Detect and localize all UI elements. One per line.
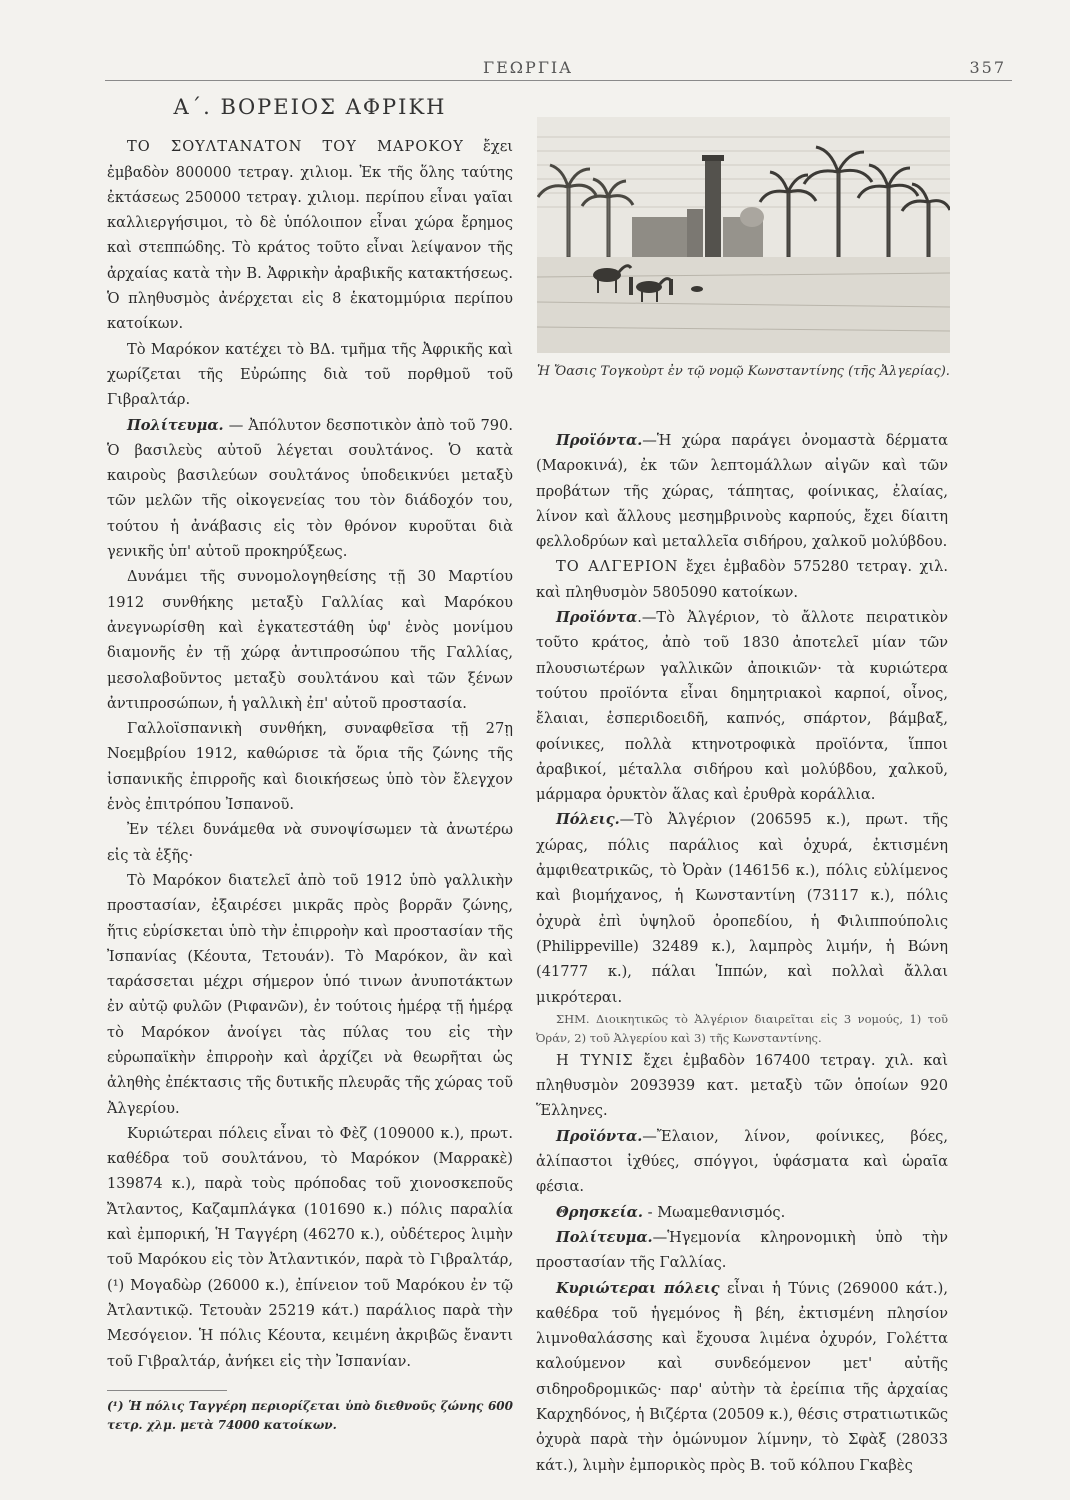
section-title: Α΄. ΒΟΡΕΙΟΣ ΑΦΡΙΚΗ: [173, 95, 447, 119]
paragraph-text: .—Τὸ Ἀλγέριον, τὸ ἄλλοτε πειρατικὸν τοῦτο κράτος, ἀπὸ τοῦ 1830 ἀποτελεῖ μίαν τῶν πλουσιωτέρων γαλλικῶν ἀποικιῶν· τὰ κυριώτερα τούτου προϊόντα εἶναι δημητριακοὶ καρποί, οἶνος, ἔλαιαι, ἑσπεριδοειδῆ, καπνός, σπάρτον, βάμβαξ, φοίνικες, πολλὰ κτηνοτροφικὰ προϊόντα, ἵπποι ἀραβικοί, μέταλλα σιδήρου καὶ μολύβδου, χαλκοῦ, μάρμαρα ὀρυκτὸν ἅλας καὶ ἐρυθρὰ κοράλλια.: [536, 609, 948, 804]
subheading: Θρησκεία.: [556, 1203, 643, 1221]
admin-note: ΣΗΜ. Διοικητικῶς τὸ Ἀλγέριον διαιρεῖται εἰς 3 νομούς, 1) τοῦ Ὀράν, 2) τοῦ Ἀλγερίου καὶ 3) τῆς Κωνσταντίνης.: [536, 1011, 948, 1045]
paragraph-text: - Μωαμεθανισμός.: [647, 1203, 786, 1221]
paragraph-text: ἔχει ἐμβαδὸν 800000 τετραγ. χιλιομ. Ἐκ τῆς ὅλης ταύτης ἐκτάσεως 250000 τετραγ. χιλιομ. περίπου εἶναι γαῖαι καλλιεργήσιμοι, τὸ δὲ ὑπόλοιπον εἶναι χώρα ἔρημος καὶ στεππώδης. Τὸ κράτος τοῦτο εἶναι λείψανον τῆς ἀρχαίας κατὰ τὴν Β. Ἀφρικὴν ἀραβικῆς κατακτήσεως. Ὁ πληθυσμὸς ἀνέρχεται εἰς 8 ἑκατομμύρια περίπου κατοίκων.: [107, 138, 513, 333]
paragraph: Κυριώτεραι πόλεις εἶναι τὸ Φὲζ (109000 κ.), πρωτ. καθέδρα τοῦ σουλτάνου, τὸ Μαρόκον (Μαρρακὲ) 139874 κ.), παρὰ τοὺς πρόποδας τοῦ χιονοσκεποῦς Ἄτλαντος, Καζαμπλάγκα (101690 κ.) πόλις παραλία καὶ ἐμπορική, Ἡ Ταγγέρη (46270 κ.), οὐδέτερος λιμὴν τοῦ Μαρόκου εἰς τὸν Ἀτλαντικόν, παρὰ τὸ Γιβραλτάρ, (¹) Μογαδὼρ (26000 κ.), ἐπίνειον τοῦ Μαρόκου ἐν τῷ Ἀτλαντικῷ. Τετουὰν 25219 κάτ.) παράλιος παρὰ τὴν Μεσόγειον. Ἡ πόλις Κέουτα, κειμένη ἀκριβῶς ἔναντι τοῦ Γιβραλτάρ, ἀνήκει εἰς τὴν Ἰσπανίαν.: [107, 1124, 513, 1370]
paragraph-text: ἔχει ἐμβαδὸν 167400 τετραγ. χιλ. καὶ πληθυσμὸν 2093939 κατ. μεταξὺ τῶν ὁποίων 920 Ἕλληνες.: [536, 1051, 948, 1120]
paragraph: [536, 1048, 948, 1124]
subheading: Κυριώτεραι πόλεις: [556, 1279, 720, 1297]
paragraph-text: —Τὸ Ἀλγέριον (206595 κ.), πρωτ. τῆς χώρας, πόλις παράλιος καὶ ὀχυρά, ἐκτισμένη ἀμφιθεατρικῶς, τὸ Ὀρὰν (146156 κ.), πόλις εὐλίμενος καὶ βιομήχανος, ἡ Κωνσταντίνη (73117 κ.), πόλις ὀχυρὰ ἐπὶ ὑψηλοῦ ὀροπεδίου, ἡ Φιλιππούπολις (Philippeville) 32489 κ.), λαμπρὸς λιμήν, ἡ Βώνη (41777 κ.), πάλαι Ἱππών, καὶ πολλαὶ ἄλλαι μικρότεραι.: [536, 811, 948, 1006]
paragraph-text: — Ἀπόλυτον δεσποτικὸν ἀπὸ τοῦ 790. Ὁ βασιλεὺς αὐτοῦ λέγεται σουλτάνος. Ὁ κατὰ καιροὺς βασιλεύων σουλτάνος ὑποδεικνύει μεταξὺ τῶν μελῶν τῆς οἰκογενείας του τὸν διάδοχόν του, τούτου ἡ ἀνάβασις εἰς τὸν θρόνον κυροῦται διὰ γενικῆς ὑπ' αὐτοῦ προκηρύξεως.: [107, 416, 513, 561]
page-number: 357: [969, 58, 1006, 77]
paragraph: Τὸ Μαρόκον κατέχει τὸ ΒΔ. τμῆμα τῆς Ἀφρικῆς καὶ χωρίζεται τῆς Εὐρώπης διὰ τοῦ πορθμοῦ τοῦ Γιβραλτάρ.: [107, 340, 513, 409]
paragraph: [536, 1276, 948, 1478]
country-heading: Η ΤΥΝΙΣ: [556, 1051, 634, 1069]
paragraph: Ἐν τέλει δυνάμεθα νὰ συνοψίσωμεν τὰ ἀνωτέρω εἰς τὰ ἑξῆς·: [107, 821, 513, 864]
subheading: Προϊόντα: [556, 609, 638, 627]
footnote-divider: [107, 1390, 227, 1391]
right-column: [536, 428, 948, 1478]
oasis-illustration: [537, 117, 950, 353]
running-header: [105, 52, 1012, 81]
paragraph-text: —Ἡγεμονία κληρονομικὴ ὑπὸ τὴν προστασίαν τῆς Γαλλίας.: [536, 1228, 948, 1272]
running-title: ΓΕΩΡΓΙΑ: [483, 58, 573, 77]
paragraph-text: εἶναι ἡ Τύνις (269000 κάτ.), καθέδρα τοῦ ἡγεμόνος ἢ βέη, ἐκτισμένη πλησίον λιμνοθαλάσσης καὶ ἔχουσα λιμένα ὀχυρόν, Γολέττα καλούμενον καὶ συνδεόμενον μετ' αὐτῆς σιδηροδρομικῶς· παρ' αὐτὴν τὰ ἐρείπια τῆς ἀρχαίας Καρχηδόνος, ἡ Βιζέρτα (20509 κ.), θέσις στρατιωτικῶς ὀχυρὰ παρὰ τὴν ὁμώνυμον λίμνην, τὸ Σφὰξ (28033 κάτ.), λιμὴν ἐμπορικὸς πρὸς Β. τοῦ κόλπου Γκαβὲς: [536, 1279, 949, 1474]
paragraph: [536, 1200, 948, 1225]
paragraph: [536, 605, 948, 807]
paragraph-text: ἔχει ἐμβαδὸν 575280 τετραγ. χιλ. καὶ πληθυσμὸν 5805090 κατοίκων.: [536, 558, 949, 601]
country-heading: ΤΟ ΣΟΥΛΤΑΝΑΤΟΝ ΤΟΥ ΜΑΡΟΚΟΥ: [127, 138, 464, 156]
paragraph: Δυνάμει τῆς συνομολογηθείσης τῇ 30 Μαρτίου 1912 συνθήκης μεταξὺ Γαλλίας καὶ Μαρόκου ἀνεγνωρίσθη καὶ ἐγκατεστάθη ὑφ' ἑνὸς μονίμου διαμονῆς ἐν τῇ χώρᾳ ἀντιπροσώπου τῆς Γαλλίας, μεσολαβοῦντος μεταξὺ σουλτάνου καὶ τῶν ξένων ἀντιπροσώπων, ἡ γαλλικὴ ἐπ' αὐτοῦ προστασία.: [107, 568, 513, 712]
oasis-engraving: [537, 117, 950, 353]
subheading: Πολίτευμα.: [556, 1228, 653, 1246]
paragraph-text: —Ἡ χώρα παράγει ὀνομαστὰ δέρματα (Μαροκινά), ἐκ τῶν λεπτομάλλων αἰγῶν καὶ τῶν προβάτων τῆς χώρας, τάπητας, φοίνικας, ἐλαίας, λίνον καὶ ἄλλους μεσημβρινοὺς καρπούς, ἔχει δίαιτη φελλοδρύων καὶ μεταλλεῖα σιδήρου, χαλκοῦ μολύβδου.: [536, 432, 948, 551]
paragraph: [536, 1225, 948, 1276]
subheading: Προϊόντα.: [556, 1127, 643, 1145]
paragraph: [536, 1124, 948, 1200]
paragraph: Γαλλοϊσπανικὴ συνθήκη, συναφθεῖσα τῇ 27ῃ Νοεμβρίου 1912, καθώρισε τὰ ὅρια τῆς ζώνης τῆς ἰσπανικῆς ἐπιρροῆς καὶ διοικήσεως ὑπὸ τὸν ἔλεγχον ἑνὸς ἐπιτρόπου Ἰσπανοῦ.: [107, 720, 513, 814]
footnote: (¹) Ἡ πόλις Ταγγέρη περιορίζεται ὑπὸ διεθνοῦς ζώνης 600 τετρ. χλμ. μετὰ 74000 κατοίκων.: [107, 1398, 513, 1432]
paragraph: [107, 134, 513, 336]
paragraph: [536, 428, 948, 554]
country-heading: ΤΟ ΑΛΓΕΡΙΟΝ: [556, 558, 679, 576]
subheading: Πολίτευμα.: [127, 416, 224, 434]
paragraph: [536, 554, 948, 605]
paragraph: Τὸ Μαρόκον διατελεῖ ἀπὸ τοῦ 1912 ὑπὸ γαλλικὴν προστασίαν, ἐξαιρέσει μικρᾶς πρὸς βορρᾶν ζώνης, ἥτις εὑρίσκεται ὑπὸ τὴν ἐπιρροὴν καὶ προστασίαν τῆς Ἰσπανίας (Κέουτα, Τετουάν). Τὸ Μαρόκον, ἂν καὶ ταράσσεται μέχρι σήμερον ὑπό τινων ἀνυποτάκτων ἐν αὐτῷ φυλῶν (Ριφανῶν), ἐν τούτοις ἡμέρᾳ τῇ ἡμέρᾳ τὸ Μαρόκον ἀνοίγει τὰς πύλας του εἰς τὴν εὐρωπαϊκὴν ἐπιρροὴν καὶ ἀρχίζει νὰ θεωρῆται ὡς ἀληθὴς ἐπέκτασις τῆς δυτικῆς πλευρᾶς τῆς χώρας τοῦ Ἀλγερίου.: [107, 871, 513, 1117]
subheading: Προϊόντα.: [556, 432, 643, 449]
left-column: [107, 95, 513, 1435]
paragraph: [107, 413, 513, 565]
paragraph-text: —Ἔλαιον, λίνον, φοίνικες, βόες, ἁλίπαστοι ἰχθύες, σπόγγοι, ὑφάσματα καὶ ὡραῖα φέσια.: [536, 1127, 948, 1196]
paragraph: [536, 807, 948, 1009]
figure-caption: Ἡ Ὄασις Τογκοὺρτ ἐν τῷ νομῷ Κωνσταντίνης (τῆς Ἀλγερίας).: [537, 364, 950, 379]
subheading: Πόλεις.: [556, 811, 620, 829]
